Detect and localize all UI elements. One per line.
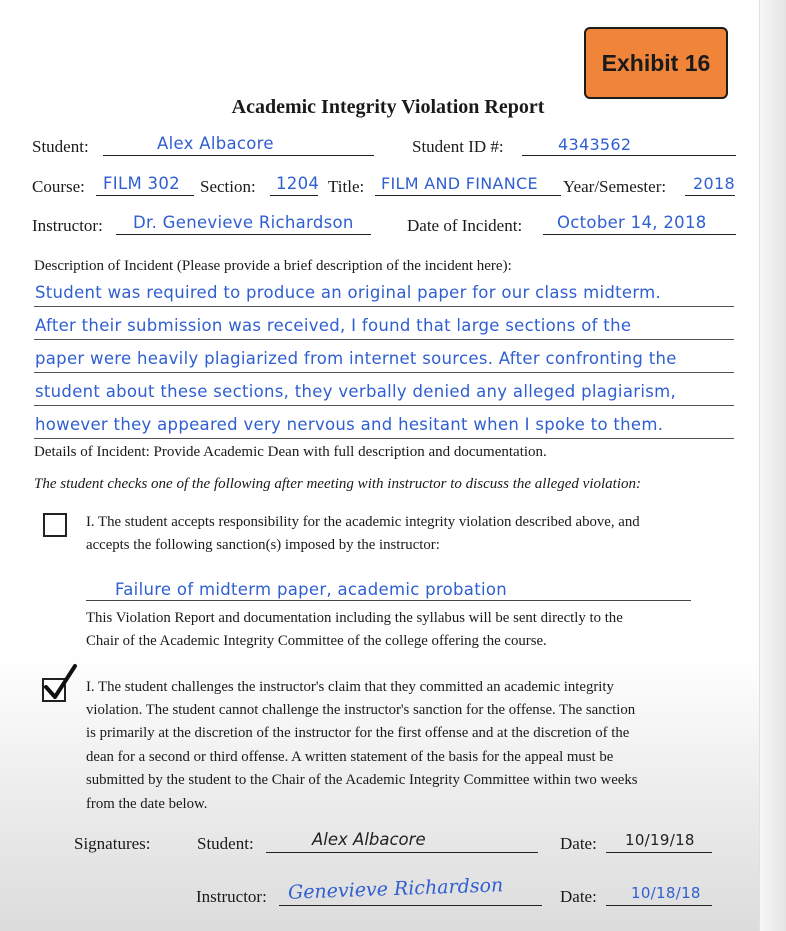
option2-line: from the date below. bbox=[86, 796, 208, 812]
year-line bbox=[685, 195, 735, 196]
description-line: student about these sections, they verbally denied any alleged plagiarism, bbox=[35, 382, 677, 401]
accept-checkbox[interactable] bbox=[43, 513, 67, 537]
option2-line: violation. The student cannot challenge the instructor's sanction for the offense. The sanction bbox=[86, 702, 636, 718]
report-title: Academic Integrity Violation Report bbox=[231, 96, 545, 118]
option2-line: submitted by the student to the Chair of the Academic Integrity Committee within two weeks bbox=[86, 772, 638, 788]
student-date-line bbox=[606, 852, 712, 853]
description-rule bbox=[34, 405, 734, 406]
student-value: Alex Albacore bbox=[157, 134, 274, 153]
page-edge bbox=[759, 0, 786, 931]
instruction-text: The student checks one of the following after meeting with instructor to discuss the alleged violation: bbox=[34, 476, 642, 492]
instructor-signature-line bbox=[279, 905, 542, 906]
section-label: Section: bbox=[200, 177, 256, 196]
details-label: Details of Incident: Provide Academic Dean with full description and documentation. bbox=[34, 444, 547, 460]
student-signature-line bbox=[266, 852, 538, 853]
course-line bbox=[96, 195, 194, 196]
description-line: however they appeared very nervous and hesitant when I spoke to them. bbox=[35, 415, 664, 434]
signatures-label: Signatures: bbox=[74, 834, 151, 853]
exhibit-label: Exhibit 16 bbox=[584, 27, 728, 99]
instructor-date: 10/18/18 bbox=[631, 884, 701, 902]
option1-line: I. The student accepts responsibility for the academic integrity violation described above, and bbox=[86, 514, 640, 530]
date-value: October 14, 2018 bbox=[557, 213, 707, 232]
student-id-line bbox=[522, 155, 736, 156]
student-signature-label: Student: bbox=[197, 834, 254, 853]
course-label: Course: bbox=[32, 177, 85, 196]
section-value: 1204 bbox=[276, 174, 320, 193]
student-date: 10/19/18 bbox=[625, 831, 695, 849]
title-label: Title: bbox=[328, 177, 365, 196]
date-label: Date of Incident: bbox=[407, 216, 523, 235]
instructor-signature: Genevieve Richardson bbox=[287, 874, 504, 904]
description-rule bbox=[34, 372, 734, 373]
option1-line: accepts the following sanction(s) imposed by the instructor: bbox=[86, 537, 440, 553]
student-id-label: Student ID #: bbox=[412, 137, 504, 156]
instructor-value: Dr. Genevieve Richardson bbox=[133, 213, 354, 232]
year-value: 2018 bbox=[693, 174, 735, 193]
title-value: FILM AND FINANCE bbox=[381, 174, 538, 193]
instructor-label: Instructor: bbox=[32, 216, 103, 235]
section-line bbox=[270, 195, 318, 196]
student-date-label: Date: bbox=[560, 834, 597, 853]
sanction-line bbox=[86, 600, 691, 601]
option2-line: dean for a second or third offense. A written statement of the basis for the appeal must be bbox=[86, 749, 614, 765]
date-line bbox=[543, 234, 736, 235]
description-rule bbox=[34, 438, 734, 439]
instructor-date-label: Date: bbox=[560, 887, 597, 906]
instructor-signature-label: Instructor: bbox=[196, 887, 267, 906]
option1-note-line: Chair of the Academic Integrity Committee of the college offering the course. bbox=[86, 633, 547, 649]
student-line bbox=[103, 155, 374, 156]
description-rule bbox=[34, 306, 734, 307]
description-label: Description of Incident (Please provide a brief description of the incident here): bbox=[34, 258, 512, 274]
instructor-date-line bbox=[606, 905, 712, 906]
checkmark-icon bbox=[40, 662, 80, 704]
student-signature: Alex Albacore bbox=[312, 830, 426, 849]
student-label: Student: bbox=[32, 137, 89, 156]
course-value: FILM 302 bbox=[103, 174, 180, 193]
description-line: After their submission was received, I found that large sections of the bbox=[35, 316, 632, 335]
sanction-value: Failure of midterm paper, academic probation bbox=[115, 580, 507, 599]
option1-note-line: This Violation Report and documentation including the syllabus will be sent directly to the bbox=[86, 610, 623, 626]
option2-line: I. The student challenges the instructor's claim that they committed an academic integrity bbox=[86, 679, 614, 695]
option2-line: is primarily at the discretion of the instructor for the first offense and at the discretion of the bbox=[86, 725, 630, 741]
title-line bbox=[375, 195, 561, 196]
student-id-value: 4343562 bbox=[558, 135, 632, 154]
instructor-line bbox=[116, 234, 371, 235]
description-rule bbox=[34, 339, 734, 340]
year-label: Year/Semester: bbox=[563, 177, 667, 196]
description-line: Student was required to produce an original paper for our class midterm. bbox=[35, 283, 662, 302]
description-line: paper were heavily plagiarized from internet sources. After confronting the bbox=[35, 349, 677, 368]
